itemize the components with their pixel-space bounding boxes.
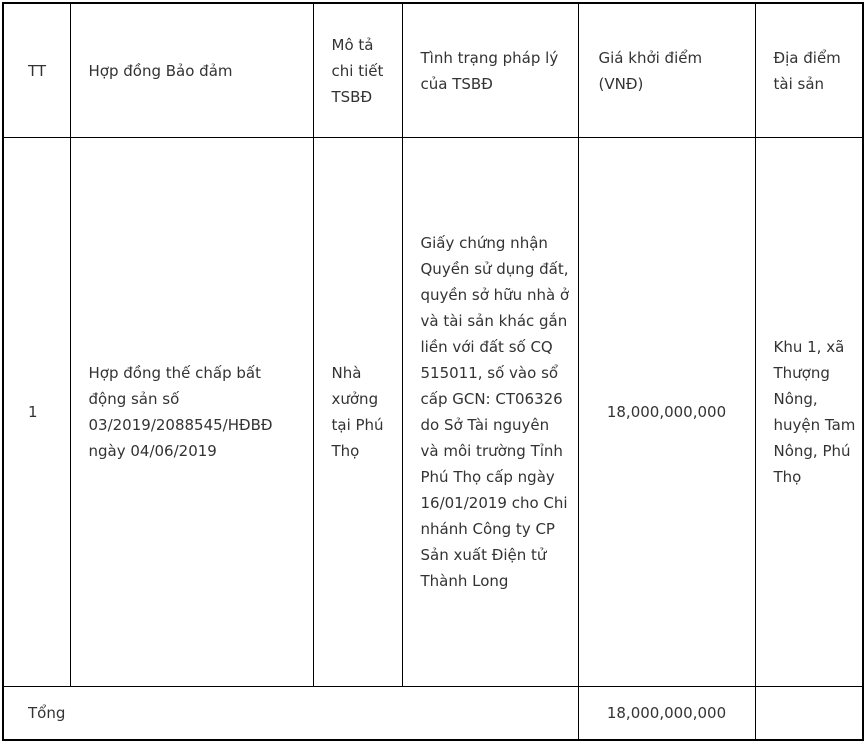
header-dia-diem: Địa điểm tài sản bbox=[755, 3, 863, 138]
row-dia-diem: Khu 1, xã Thượng Nông, huyện Tam Nông, Phú Thọ bbox=[755, 138, 863, 687]
total-empty-cell bbox=[755, 687, 863, 741]
header-tt: TT bbox=[3, 3, 70, 138]
total-label: Tổng bbox=[3, 687, 578, 741]
asset-table bbox=[2, 2, 864, 741]
header-hop-dong: Hợp đồng Bảo đảm bbox=[70, 3, 313, 138]
row-hop-dong: Hợp đồng thế chấp bất động sản số 03/2019/2088545/HĐBĐ ngày 04/06/2019 bbox=[70, 138, 313, 687]
row-tt: 1 bbox=[3, 138, 70, 687]
row-gia: 18,000,000,000 bbox=[578, 138, 755, 687]
header-mo-ta: Mô tả chi tiết TSBĐ bbox=[313, 3, 402, 138]
header-gia: Giá khởi điểm (VNĐ) bbox=[578, 3, 755, 138]
table-row bbox=[3, 138, 863, 687]
header-row bbox=[3, 3, 863, 138]
total-row bbox=[3, 687, 863, 741]
total-gia: 18,000,000,000 bbox=[578, 687, 755, 741]
header-tinh-trang: Tình trạng pháp lý của TSBĐ bbox=[402, 3, 578, 138]
row-tinh-trang: Giấy chứng nhận Quyền sử dụng đất, quyền sở hữu nhà ở và tài sản khác gắn liền với đất số CQ 515011, số vào sổ cấp GCN: CT06326 do Sở Tài nguyên và môi trường Tỉnh Phú Thọ cấp ngày 16/01/2019 cho Chi nhánh Công ty CP Sản xuất Điện tử Thành Long bbox=[402, 138, 578, 687]
row-mo-ta: Nhà xưởng tại Phú Thọ bbox=[313, 138, 402, 687]
